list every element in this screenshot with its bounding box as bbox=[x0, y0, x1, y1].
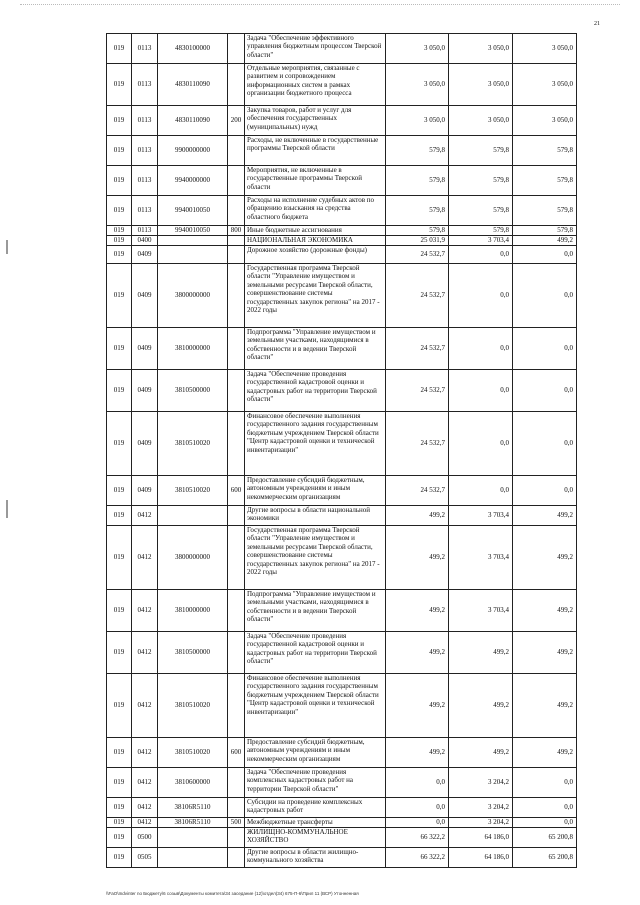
cell-target-article: 4830110090 bbox=[158, 106, 228, 136]
table-row bbox=[107, 798, 577, 818]
cell-section-code: 0412 bbox=[132, 632, 158, 674]
table-row bbox=[107, 106, 577, 136]
cell-amount-year3: 499,2 bbox=[513, 590, 577, 632]
table-row bbox=[107, 370, 577, 412]
cell-ministry-code: 019 bbox=[107, 226, 132, 236]
table-row bbox=[107, 526, 577, 590]
cell-target-article: 3810510020 bbox=[158, 674, 228, 738]
cell-description: Предоставление субсидий бюджетным, автономным учреждениям и иным некоммерческим организациям bbox=[245, 738, 386, 768]
cell-amount-year3: 0,0 bbox=[513, 476, 577, 506]
cell-amount-year3: 579,8 bbox=[513, 196, 577, 226]
cell-ministry-code: 019 bbox=[107, 738, 132, 768]
cell-section-code: 0409 bbox=[132, 328, 158, 370]
cell-section-code: 0409 bbox=[132, 264, 158, 328]
cell-amount-year3: 65 200,8 bbox=[513, 848, 577, 868]
cell-amount-year2: 64 186,0 bbox=[449, 848, 513, 868]
cell-target-article: 9940010050 bbox=[158, 196, 228, 226]
cell-description: Финансовое обеспечение выполнения государственного задания государственным бюджетным учреждением Тверской области "Центр кадастровой оценки и технической инвентаризации" bbox=[245, 412, 386, 476]
cell-amount-year1: 0,0 bbox=[386, 768, 449, 798]
cell-target-article: 3810600000 bbox=[158, 768, 228, 798]
cell-target-article: 9940010050 bbox=[158, 226, 228, 236]
budget-table bbox=[106, 33, 577, 868]
cell-ministry-code: 019 bbox=[107, 370, 132, 412]
cell-expense-type bbox=[228, 412, 245, 476]
cell-amount-year1: 0,0 bbox=[386, 818, 449, 828]
cell-ministry-code: 019 bbox=[107, 848, 132, 868]
cell-amount-year3: 499,2 bbox=[513, 632, 577, 674]
cell-description: Другие вопросы в области жилищно-коммунального хозяйства bbox=[245, 848, 386, 868]
cell-amount-year1: 499,2 bbox=[386, 526, 449, 590]
cell-expense-type bbox=[228, 798, 245, 818]
cell-section-code: 0409 bbox=[132, 370, 158, 412]
cell-section-code: 0113 bbox=[132, 64, 158, 106]
cell-description: Иные бюджетные ассигнования bbox=[245, 226, 386, 236]
cell-amount-year1: 499,2 bbox=[386, 590, 449, 632]
cell-expense-type bbox=[228, 328, 245, 370]
cell-section-code: 0412 bbox=[132, 674, 158, 738]
cell-description: НАЦИОНАЛЬНАЯ ЭКОНОМИКА bbox=[245, 236, 386, 246]
cell-amount-year3: 579,8 bbox=[513, 166, 577, 196]
table-row bbox=[107, 590, 577, 632]
cell-description: Задача "Обеспечение эффективного управления бюджетным процессом Тверской области" bbox=[245, 34, 386, 64]
cell-expense-type bbox=[228, 828, 245, 848]
cell-description: Предоставление субсидий бюджетным, автономным учреждениям и иным некоммерческим организациям bbox=[245, 476, 386, 506]
cell-amount-year1: 579,8 bbox=[386, 166, 449, 196]
cell-amount-year1: 499,2 bbox=[386, 506, 449, 526]
table-row bbox=[107, 226, 577, 236]
cell-ministry-code: 019 bbox=[107, 264, 132, 328]
cell-expense-type bbox=[228, 136, 245, 166]
cell-ministry-code: 019 bbox=[107, 136, 132, 166]
scan-top-edge bbox=[20, 4, 620, 5]
cell-ministry-code: 019 bbox=[107, 166, 132, 196]
cell-expense-type: 500 bbox=[228, 818, 245, 828]
cell-amount-year3: 579,8 bbox=[513, 136, 577, 166]
cell-target-article bbox=[158, 828, 228, 848]
cell-amount-year1: 3 050,0 bbox=[386, 106, 449, 136]
cell-target-article bbox=[158, 848, 228, 868]
cell-target-article: 3810000000 bbox=[158, 590, 228, 632]
cell-expense-type bbox=[228, 768, 245, 798]
cell-amount-year2: 579,8 bbox=[449, 226, 513, 236]
cell-target-article: 9900000000 bbox=[158, 136, 228, 166]
cell-expense-type: 200 bbox=[228, 106, 245, 136]
cell-expense-type bbox=[228, 246, 245, 264]
cell-section-code: 0505 bbox=[132, 848, 158, 868]
cell-amount-year1: 66 322,2 bbox=[386, 848, 449, 868]
cell-description: Мероприятия, не включенные в государственные программы Тверской области bbox=[245, 166, 386, 196]
cell-amount-year3: 499,2 bbox=[513, 674, 577, 738]
table-row bbox=[107, 34, 577, 64]
cell-amount-year3: 3 050,0 bbox=[513, 64, 577, 106]
table-row bbox=[107, 818, 577, 828]
cell-description: Государственная программа Тверской области "Управление имуществом и земельными ресурсами Тверской области, совершенствование системы государственных закупок региона" на 2017 - 2022 годы bbox=[245, 526, 386, 590]
cell-amount-year3: 0,0 bbox=[513, 246, 577, 264]
cell-section-code: 0113 bbox=[132, 226, 158, 236]
budget-table-body bbox=[107, 34, 577, 868]
cell-target-article: 3810000000 bbox=[158, 328, 228, 370]
cell-amount-year2: 0,0 bbox=[449, 246, 513, 264]
cell-ministry-code: 019 bbox=[107, 64, 132, 106]
cell-amount-year3: 499,2 bbox=[513, 236, 577, 246]
cell-amount-year3: 0,0 bbox=[513, 798, 577, 818]
cell-amount-year2: 3 703,4 bbox=[449, 506, 513, 526]
cell-expense-type bbox=[228, 526, 245, 590]
cell-expense-type bbox=[228, 64, 245, 106]
cell-section-code: 0412 bbox=[132, 738, 158, 768]
cell-section-code: 0409 bbox=[132, 476, 158, 506]
cell-amount-year2: 64 186,0 bbox=[449, 828, 513, 848]
cell-amount-year3: 0,0 bbox=[513, 768, 577, 798]
cell-section-code: 0113 bbox=[132, 106, 158, 136]
cell-expense-type bbox=[228, 370, 245, 412]
cell-ministry-code: 019 bbox=[107, 236, 132, 246]
cell-target-article: 38106R5110 bbox=[158, 818, 228, 828]
cell-amount-year3: 499,2 bbox=[513, 506, 577, 526]
cell-description: Межбюджетные трансферты bbox=[245, 818, 386, 828]
table-row bbox=[107, 246, 577, 264]
cell-amount-year3: 0,0 bbox=[513, 328, 577, 370]
cell-expense-type: 600 bbox=[228, 738, 245, 768]
cell-description: ЖИЛИЩНО-КОММУНАЛЬНОЕ ХОЗЯЙСТВО bbox=[245, 828, 386, 848]
cell-ministry-code: 019 bbox=[107, 506, 132, 526]
cell-amount-year3: 3 050,0 bbox=[513, 106, 577, 136]
cell-expense-type bbox=[228, 196, 245, 226]
cell-ministry-code: 019 bbox=[107, 196, 132, 226]
cell-section-code: 0412 bbox=[132, 526, 158, 590]
cell-description: Подпрограмма "Управление имуществом и земельными участками, находящимися в собственности и в ведении Тверской области" bbox=[245, 590, 386, 632]
cell-amount-year2: 3 204,2 bbox=[449, 818, 513, 828]
cell-amount-year2: 499,2 bbox=[449, 674, 513, 738]
table-row bbox=[107, 328, 577, 370]
cell-expense-type: 800 bbox=[228, 226, 245, 236]
cell-section-code: 0412 bbox=[132, 768, 158, 798]
table-row bbox=[107, 768, 577, 798]
cell-expense-type bbox=[228, 236, 245, 246]
cell-amount-year2: 3 050,0 bbox=[449, 64, 513, 106]
table-row bbox=[107, 506, 577, 526]
cell-target-article: 4830110090 bbox=[158, 64, 228, 106]
table-row bbox=[107, 196, 577, 226]
cell-amount-year1: 499,2 bbox=[386, 738, 449, 768]
cell-amount-year2: 3 050,0 bbox=[449, 106, 513, 136]
table-row bbox=[107, 632, 577, 674]
cell-amount-year1: 66 322,2 bbox=[386, 828, 449, 848]
cell-amount-year2: 499,2 bbox=[449, 738, 513, 768]
cell-section-code: 0400 bbox=[132, 236, 158, 246]
cell-amount-year3: 0,0 bbox=[513, 264, 577, 328]
table-row bbox=[107, 828, 577, 848]
cell-amount-year2: 0,0 bbox=[449, 328, 513, 370]
cell-expense-type bbox=[228, 34, 245, 64]
cell-amount-year3: 0,0 bbox=[513, 818, 577, 828]
cell-amount-year1: 499,2 bbox=[386, 632, 449, 674]
cell-expense-type bbox=[228, 264, 245, 328]
cell-expense-type bbox=[228, 674, 245, 738]
cell-description: Задача "Обеспечение проведения комплексных кадастровых работ на территории Тверской области" bbox=[245, 768, 386, 798]
cell-amount-year1: 0,0 bbox=[386, 798, 449, 818]
cell-target-article: 3810510020 bbox=[158, 738, 228, 768]
cell-ministry-code: 019 bbox=[107, 632, 132, 674]
cell-amount-year1: 24 532,7 bbox=[386, 328, 449, 370]
cell-section-code: 0412 bbox=[132, 798, 158, 818]
cell-ministry-code: 019 bbox=[107, 106, 132, 136]
cell-target-article: 9940000000 bbox=[158, 166, 228, 196]
cell-ministry-code: 019 bbox=[107, 476, 132, 506]
cell-ministry-code: 019 bbox=[107, 34, 132, 64]
cell-section-code: 0113 bbox=[132, 34, 158, 64]
cell-ministry-code: 019 bbox=[107, 246, 132, 264]
cell-amount-year2: 0,0 bbox=[449, 264, 513, 328]
cell-description: Отдельные мероприятия, связанные с развитием и сопровождением информационных систем в рамках организации бюджетного процесса bbox=[245, 64, 386, 106]
cell-expense-type bbox=[228, 632, 245, 674]
cell-amount-year1: 25 031,9 bbox=[386, 236, 449, 246]
cell-target-article: 3810510020 bbox=[158, 476, 228, 506]
cell-target-article: 4830100000 bbox=[158, 34, 228, 64]
file-path-footer: \\FaO\Indvinter no Бюджету\6 созыв\Документы комитета\34 заседание (12)\отдел(34) 675-П-6\Прил 11 (ВСР) Утонненная bbox=[106, 891, 359, 896]
cell-ministry-code: 019 bbox=[107, 328, 132, 370]
cell-amount-year2: 499,2 bbox=[449, 632, 513, 674]
cell-amount-year2: 3 204,2 bbox=[449, 768, 513, 798]
cell-target-article: 3810500000 bbox=[158, 370, 228, 412]
cell-amount-year1: 579,8 bbox=[386, 196, 449, 226]
budget-table-container bbox=[106, 33, 576, 868]
cell-amount-year1: 3 050,0 bbox=[386, 34, 449, 64]
cell-expense-type: 600 bbox=[228, 476, 245, 506]
scan-margin-mark bbox=[6, 240, 8, 254]
scan-margin-mark bbox=[6, 500, 8, 518]
cell-amount-year3: 0,0 bbox=[513, 370, 577, 412]
cell-description: Финансовое обеспечение выполнения государственного задания государственным бюджетным учреждением Тверской области "Центр кадастровой оценки и технической инвентаризации" bbox=[245, 674, 386, 738]
cell-target-article: 38106R5110 bbox=[158, 798, 228, 818]
cell-ministry-code: 019 bbox=[107, 768, 132, 798]
cell-expense-type bbox=[228, 166, 245, 196]
cell-ministry-code: 019 bbox=[107, 526, 132, 590]
table-row bbox=[107, 674, 577, 738]
cell-amount-year2: 579,8 bbox=[449, 196, 513, 226]
cell-amount-year3: 65 200,8 bbox=[513, 828, 577, 848]
page-number: 21 bbox=[594, 21, 600, 27]
cell-amount-year1: 579,8 bbox=[386, 226, 449, 236]
cell-description: Подпрограмма "Управление имуществом и земельными участками, находящимися в собственности и в ведении Тверской области" bbox=[245, 328, 386, 370]
cell-expense-type bbox=[228, 848, 245, 868]
cell-description: Другие вопросы в области национальной экономики bbox=[245, 506, 386, 526]
cell-description: Задача "Обеспечение проведения государственной кадастровой оценки и кадастровых работ на территории Тверской области" bbox=[245, 632, 386, 674]
table-row bbox=[107, 476, 577, 506]
cell-amount-year1: 24 532,7 bbox=[386, 246, 449, 264]
table-row bbox=[107, 848, 577, 868]
cell-amount-year3: 499,2 bbox=[513, 526, 577, 590]
cell-amount-year3: 499,2 bbox=[513, 738, 577, 768]
cell-description: Государственная программа Тверской области "Управление имуществом и земельными ресурсами Тверской области, совершенствование системы государственных закупок региона" на 2017 - 2022 годы bbox=[245, 264, 386, 328]
cell-amount-year1: 499,2 bbox=[386, 674, 449, 738]
cell-description: Расходы, не включенные в государственные программы Тверской области bbox=[245, 136, 386, 166]
cell-section-code: 0412 bbox=[132, 818, 158, 828]
cell-target-article: 3800000000 bbox=[158, 264, 228, 328]
cell-description: Дорожное хозяйство (дорожные фонды) bbox=[245, 246, 386, 264]
cell-target-article bbox=[158, 246, 228, 264]
cell-amount-year1: 24 532,7 bbox=[386, 476, 449, 506]
table-row bbox=[107, 166, 577, 196]
cell-amount-year1: 24 532,7 bbox=[386, 370, 449, 412]
cell-target-article bbox=[158, 236, 228, 246]
cell-description: Расходы на исполнение судебных актов по обращению взыскания на средства областного бюджета bbox=[245, 196, 386, 226]
cell-amount-year2: 0,0 bbox=[449, 476, 513, 506]
cell-amount-year3: 579,8 bbox=[513, 226, 577, 236]
cell-description: Закупка товаров, работ и услуг для обеспечения государственных (муниципальных) нужд bbox=[245, 106, 386, 136]
cell-ministry-code: 019 bbox=[107, 798, 132, 818]
cell-amount-year2: 3 703,4 bbox=[449, 526, 513, 590]
cell-description: Субсидии на проведение комплексных кадастровых работ bbox=[245, 798, 386, 818]
cell-section-code: 0409 bbox=[132, 412, 158, 476]
cell-target-article bbox=[158, 506, 228, 526]
cell-amount-year2: 0,0 bbox=[449, 412, 513, 476]
cell-amount-year2: 0,0 bbox=[449, 370, 513, 412]
cell-section-code: 0412 bbox=[132, 506, 158, 526]
cell-amount-year2: 3 204,2 bbox=[449, 798, 513, 818]
cell-amount-year1: 579,8 bbox=[386, 136, 449, 166]
cell-amount-year3: 3 050,0 bbox=[513, 34, 577, 64]
table-row bbox=[107, 136, 577, 166]
cell-amount-year2: 3 703,4 bbox=[449, 590, 513, 632]
table-row bbox=[107, 236, 577, 246]
cell-target-article: 3800000000 bbox=[158, 526, 228, 590]
cell-amount-year1: 24 532,7 bbox=[386, 412, 449, 476]
table-row bbox=[107, 412, 577, 476]
cell-ministry-code: 019 bbox=[107, 674, 132, 738]
cell-section-code: 0113 bbox=[132, 196, 158, 226]
cell-target-article: 3810500000 bbox=[158, 632, 228, 674]
cell-section-code: 0113 bbox=[132, 166, 158, 196]
cell-amount-year1: 24 532,7 bbox=[386, 264, 449, 328]
table-row bbox=[107, 64, 577, 106]
cell-expense-type bbox=[228, 590, 245, 632]
cell-ministry-code: 019 bbox=[107, 828, 132, 848]
cell-expense-type bbox=[228, 506, 245, 526]
cell-amount-year2: 3 050,0 bbox=[449, 34, 513, 64]
table-row bbox=[107, 264, 577, 328]
cell-ministry-code: 019 bbox=[107, 590, 132, 632]
cell-amount-year2: 579,8 bbox=[449, 136, 513, 166]
cell-amount-year3: 0,0 bbox=[513, 412, 577, 476]
cell-section-code: 0113 bbox=[132, 136, 158, 166]
cell-ministry-code: 019 bbox=[107, 412, 132, 476]
cell-amount-year2: 579,8 bbox=[449, 166, 513, 196]
cell-amount-year2: 3 703,4 bbox=[449, 236, 513, 246]
cell-ministry-code: 019 bbox=[107, 818, 132, 828]
cell-amount-year1: 3 050,0 bbox=[386, 64, 449, 106]
cell-section-code: 0412 bbox=[132, 590, 158, 632]
table-row bbox=[107, 738, 577, 768]
cell-section-code: 0409 bbox=[132, 246, 158, 264]
cell-target-article: 3810510020 bbox=[158, 412, 228, 476]
cell-section-code: 0500 bbox=[132, 828, 158, 848]
cell-description: Задача "Обеспечение проведения государственной кадастровой оценки и кадастровых работ на территории Тверской области" bbox=[245, 370, 386, 412]
